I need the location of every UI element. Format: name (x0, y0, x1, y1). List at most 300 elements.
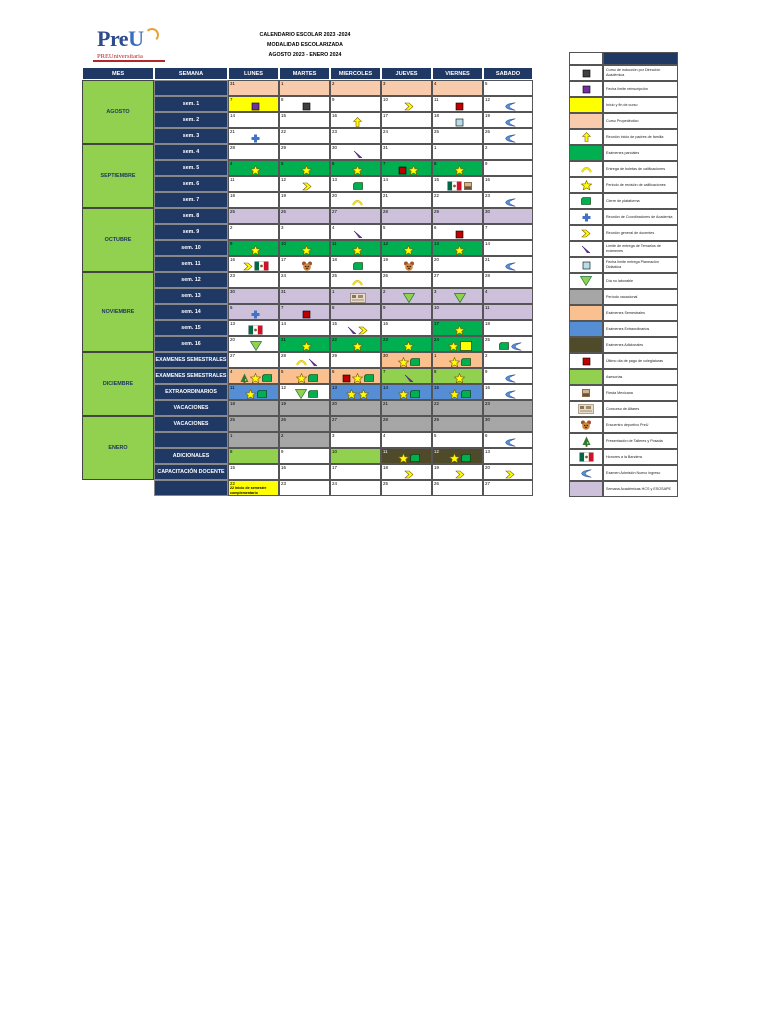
legend-label: Examen Admisión Nuevo ingreso (603, 465, 678, 481)
day-events (439, 341, 480, 351)
day-events (490, 373, 530, 383)
week-label: sem. 5 (154, 160, 228, 176)
legend-label: Fecha límite entrega Planeación Didáctica (603, 257, 678, 273)
day-cell (330, 240, 381, 256)
legend-row (569, 337, 678, 353)
week-label: sem. 3 (154, 128, 228, 144)
moon-icon (510, 342, 522, 351)
day-number: 28 (383, 209, 388, 214)
legend-label: Fecha límite reinscripción (603, 81, 678, 97)
day-cell (228, 480, 279, 496)
book-icon (463, 181, 473, 191)
month-cell: AGOSTO (82, 80, 154, 144)
day-number: 7 (230, 97, 233, 102)
day-number: 25 (383, 481, 388, 486)
legend-row (569, 465, 678, 481)
week-label (154, 80, 228, 96)
day-events (490, 133, 530, 143)
day-cell (381, 272, 432, 288)
day-number: 24 (383, 129, 388, 134)
legend-label: Curso Propedéutico (603, 113, 678, 129)
day-cell (483, 400, 533, 416)
day-number: 2 (332, 81, 335, 86)
day-cell (381, 384, 432, 400)
legend-label: Exámenes Adicionales (603, 337, 678, 353)
day-number: 18 (230, 401, 235, 406)
day-number: 25 (485, 337, 490, 342)
preu-logo (93, 26, 163, 66)
day-events (286, 101, 327, 111)
day-number: 12 (281, 385, 286, 390)
day-number: 16 (485, 385, 490, 390)
month-cell: DICIEMBRE (82, 352, 154, 416)
day-number: 18 (230, 193, 235, 198)
day-number: 6 (332, 369, 335, 374)
day-number: 4 (230, 161, 233, 166)
day-number: 22 (434, 401, 439, 406)
week-label: sem. 14 (154, 304, 228, 320)
day-number: 14 (485, 241, 490, 246)
day-cell (330, 384, 381, 400)
day-number: 7 (281, 305, 284, 310)
column-header: VIERNES (432, 67, 483, 80)
logo-underline (93, 60, 165, 62)
day-number: 12 (434, 449, 439, 454)
day-cell (228, 80, 279, 96)
day-number: 30 (485, 209, 490, 214)
day-note: 22 Inicio de semestre complementario (230, 486, 278, 495)
day-cell (483, 320, 533, 336)
legend-row (569, 257, 678, 273)
day-number: 9 (485, 161, 488, 166)
triangle-icon (295, 389, 307, 399)
day-number: 25 (332, 273, 337, 278)
day-events (337, 277, 378, 287)
legend-row (569, 433, 678, 449)
day-cell (279, 128, 330, 144)
day-cell (381, 96, 432, 112)
day-cell (483, 112, 533, 128)
star-icon (250, 165, 261, 175)
moon-icon (504, 262, 516, 271)
feather-icon (347, 326, 357, 335)
green-card-icon (353, 262, 363, 270)
week-label: EXAMENES SEMESTRALES (154, 368, 228, 384)
day-events (337, 389, 378, 399)
day-cell (483, 80, 533, 96)
flag-icon (254, 261, 269, 271)
green-card-icon (581, 197, 591, 205)
day-number: 28 (281, 353, 286, 358)
star-icon (408, 165, 419, 175)
feather-icon (404, 374, 414, 383)
legend-row (569, 305, 678, 321)
day-cell (330, 144, 381, 160)
legend-swatch (569, 321, 603, 337)
triangle-icon (403, 293, 415, 303)
moon-icon (504, 390, 516, 399)
tree-icon (240, 373, 249, 384)
week-label: sem. 11 (154, 256, 228, 272)
day-number: 7 (383, 369, 386, 374)
day-cell (330, 448, 381, 464)
day-number: 1 (230, 433, 233, 438)
day-events (337, 197, 378, 207)
day-number: 16 (281, 465, 286, 470)
day-number: 14 (281, 321, 286, 326)
day-events (235, 325, 276, 335)
day-number: 7 (383, 161, 386, 166)
day-events (337, 341, 378, 351)
day-cell (381, 240, 432, 256)
day-cell (279, 336, 330, 352)
legend-swatch (569, 337, 603, 353)
day-number: 30 (383, 353, 388, 358)
day-number: 6 (332, 161, 335, 166)
day-cell (483, 432, 533, 448)
day-cell (228, 400, 279, 416)
moon-icon (504, 134, 516, 143)
day-number: 22 (230, 481, 235, 486)
day-events (388, 101, 429, 111)
day-events (490, 261, 530, 271)
day-events (337, 293, 378, 303)
day-cell (432, 416, 483, 432)
day-number: 21 (230, 129, 235, 134)
day-cell (330, 80, 381, 96)
day-cell (228, 320, 279, 336)
day-number: 27 (434, 273, 439, 278)
day-events (388, 389, 429, 399)
day-cell (330, 96, 381, 112)
column-header: JUEVES (381, 67, 432, 80)
week-label: sem. 9 (154, 224, 228, 240)
week-label: EXTRAORDINARIOS (154, 384, 228, 400)
day-number: 31 (281, 289, 286, 294)
red-square-icon (342, 374, 351, 383)
star-icon (449, 389, 460, 399)
altar-icon (350, 293, 366, 303)
day-number: 21 (383, 401, 388, 406)
legend-swatch (569, 257, 603, 273)
column-header: SABADO (483, 67, 533, 80)
day-number: 15 (230, 465, 235, 470)
legend-row (569, 129, 678, 145)
week-label: EXAMENES SEMESTRALES (154, 352, 228, 368)
legend-row (569, 321, 678, 337)
day-cell (330, 272, 381, 288)
star-icon (454, 245, 465, 255)
green-card-icon (461, 358, 471, 366)
star-icon (398, 389, 409, 399)
day-number: 15 (281, 113, 286, 118)
day-cell (228, 432, 279, 448)
star-icon (398, 357, 409, 367)
day-events (439, 453, 480, 463)
day-cell (330, 288, 381, 304)
day-number: 21 (281, 337, 286, 342)
day-events (439, 245, 480, 255)
legend-row (569, 225, 678, 241)
day-cell (381, 288, 432, 304)
day-events (439, 469, 480, 479)
day-number: 5 (434, 433, 437, 438)
legend-row (569, 113, 678, 129)
day-number: 18 (383, 465, 388, 470)
day-cell (228, 240, 279, 256)
week-label: sem. 8 (154, 208, 228, 224)
day-cell (330, 304, 381, 320)
column-header: MIERCOLES (330, 67, 381, 80)
day-cell (483, 368, 533, 384)
day-cell (432, 432, 483, 448)
day-number: 11 (485, 305, 490, 310)
day-events (337, 373, 378, 383)
green-card-icon (257, 390, 267, 398)
legend-swatch (569, 145, 603, 161)
day-cell (279, 464, 330, 480)
legend-swatch (569, 81, 603, 97)
day-events (439, 117, 480, 127)
day-cell (279, 400, 330, 416)
day-number: 4 (485, 289, 488, 294)
green-card-icon (364, 374, 374, 382)
day-cell (330, 256, 381, 272)
day-cell (432, 256, 483, 272)
chevron-icon (404, 470, 414, 479)
day-cell (381, 336, 432, 352)
day-events (235, 261, 276, 271)
day-number: 6 (230, 305, 233, 310)
day-cell (483, 352, 533, 368)
day-events (439, 325, 480, 335)
green-card-icon (308, 390, 318, 398)
legend-swatch (569, 241, 603, 257)
legend-row (569, 369, 678, 385)
day-cell (279, 224, 330, 240)
legend-swatch (569, 97, 603, 113)
legend-swatch (569, 481, 603, 497)
day-cell (432, 240, 483, 256)
day-events (439, 373, 480, 383)
star-icon (449, 357, 460, 367)
day-cell (228, 176, 279, 192)
day-cell (279, 112, 330, 128)
day-cell (483, 192, 533, 208)
day-cell (381, 352, 432, 368)
day-cell (381, 416, 432, 432)
day-number: 26 (281, 209, 286, 214)
legend-row (569, 289, 678, 305)
day-number: 16 (383, 321, 388, 326)
legend-swatch (569, 417, 603, 433)
day-cell (432, 176, 483, 192)
day-cell (279, 176, 330, 192)
day-cell (330, 224, 381, 240)
day-events (337, 165, 378, 175)
day-events (388, 261, 429, 271)
star-icon (454, 325, 465, 335)
day-events (439, 229, 480, 239)
day-events (286, 245, 327, 255)
day-number: 15 (332, 321, 337, 326)
legend-label: Cierre de plataforma (603, 193, 678, 209)
star-icon (398, 453, 409, 463)
day-cell (432, 384, 483, 400)
day-number: 24 (281, 273, 286, 278)
day-events (439, 293, 480, 303)
day-events (337, 325, 378, 335)
legend-row (569, 449, 678, 465)
week-label: sem. 13 (154, 288, 228, 304)
legend-label: Día no laborable (603, 273, 678, 289)
day-cell (432, 112, 483, 128)
star-icon (403, 245, 414, 255)
day-events (388, 341, 429, 351)
legend-swatch (569, 129, 603, 145)
star-icon (301, 341, 312, 351)
day-number: 13 (332, 177, 337, 182)
day-number: 10 (434, 305, 439, 310)
day-number: 2 (383, 289, 386, 294)
day-number: 27 (485, 481, 490, 486)
day-number: 20 (332, 401, 337, 406)
legend-label: Límite de entrega de Temarios de exámenes (603, 241, 678, 257)
day-cell (228, 384, 279, 400)
legend-label: Periodo de revisión de calificaciones (603, 177, 678, 193)
day-events (286, 357, 327, 367)
day-number: 16 (230, 257, 235, 262)
day-cell (381, 128, 432, 144)
day-number: 29 (281, 145, 286, 150)
day-cell (228, 256, 279, 272)
day-cell (432, 352, 483, 368)
day-cell (279, 96, 330, 112)
day-cell (228, 272, 279, 288)
bear-icon (580, 420, 592, 430)
day-number: 3 (281, 225, 284, 230)
day-number: 27 (332, 417, 337, 422)
day-cell (381, 208, 432, 224)
star-icon (403, 341, 414, 351)
bear-icon (301, 261, 313, 271)
day-number: 4 (230, 369, 233, 374)
legend-label: Semana Académicas HCS y ESOSAPE (603, 481, 678, 497)
legend-label: Exámenes parciales (603, 145, 678, 161)
moon-icon (504, 374, 516, 383)
week-label (154, 480, 228, 496)
day-cell (330, 128, 381, 144)
day-cell (279, 480, 330, 496)
day-events (286, 309, 327, 319)
day-cell (432, 96, 483, 112)
day-number: 2 (485, 145, 488, 150)
legend-label: Encuentro deportivo PreU (603, 417, 678, 433)
star-icon (245, 389, 256, 399)
day-number: 5 (281, 161, 284, 166)
week-label: sem. 7 (154, 192, 228, 208)
day-number: 22 (332, 337, 337, 342)
day-cell (483, 480, 533, 496)
day-cell (279, 368, 330, 384)
day-number: 29 (434, 209, 439, 214)
legend-label: Concurso de Altares (603, 401, 678, 417)
chevron-icon (455, 470, 465, 479)
day-cell (228, 368, 279, 384)
day-number: 28 (383, 417, 388, 422)
legend-row (569, 81, 678, 97)
day-cell (228, 128, 279, 144)
chevron-icon (358, 326, 368, 335)
day-events (286, 181, 327, 191)
green-card-icon (262, 374, 272, 382)
day-cell (432, 128, 483, 144)
day-number: 20 (485, 465, 490, 470)
day-cell (228, 208, 279, 224)
day-cell (381, 224, 432, 240)
day-number: 23 (332, 129, 337, 134)
day-cell (483, 256, 533, 272)
day-cell (381, 80, 432, 96)
legend-label: Reunión general de docentes (603, 225, 678, 241)
chevron-icon (581, 229, 591, 238)
cross-icon (251, 134, 260, 143)
day-number: 28 (230, 145, 235, 150)
day-number: 16 (332, 113, 337, 118)
day-number: 15 (434, 177, 439, 182)
day-cell (432, 208, 483, 224)
legend-swatch (569, 433, 603, 449)
yellow-block-icon (460, 341, 472, 351)
day-number: 25 (434, 129, 439, 134)
day-cell (228, 192, 279, 208)
day-events (490, 437, 530, 447)
day-cell (432, 464, 483, 480)
day-number: 9 (281, 449, 284, 454)
day-number: 20 (230, 337, 235, 342)
day-number: 5 (383, 225, 386, 230)
legend-label: Asesorías (603, 369, 678, 385)
star-icon (581, 180, 592, 190)
legend-label: Presentación de Talleres y Posada (603, 433, 678, 449)
legend-row (569, 177, 678, 193)
legend-swatch (569, 465, 603, 481)
legend-row (569, 481, 678, 497)
day-cell (381, 304, 432, 320)
day-cell (279, 320, 330, 336)
day-cell (228, 144, 279, 160)
week-label: sem. 10 (154, 240, 228, 256)
day-number: 17 (383, 113, 388, 118)
day-number: 13 (485, 449, 490, 454)
day-number: 26 (281, 417, 286, 422)
legend-label: Entrega de boletas de calificaciones (603, 161, 678, 177)
day-number: 24 (332, 481, 337, 486)
month-cell: SEPTIEMBRE (82, 144, 154, 208)
day-number: 9 (332, 97, 335, 102)
day-cell (381, 176, 432, 192)
day-cell (432, 368, 483, 384)
day-events (439, 101, 480, 111)
green-card-icon (461, 454, 471, 462)
day-cell (330, 208, 381, 224)
day-cell (330, 160, 381, 176)
legend-row (569, 273, 678, 289)
day-number: 24 (434, 337, 439, 342)
green-card-icon (353, 182, 363, 190)
legend-row (569, 97, 678, 113)
week-label: VACACIONES (154, 400, 228, 416)
